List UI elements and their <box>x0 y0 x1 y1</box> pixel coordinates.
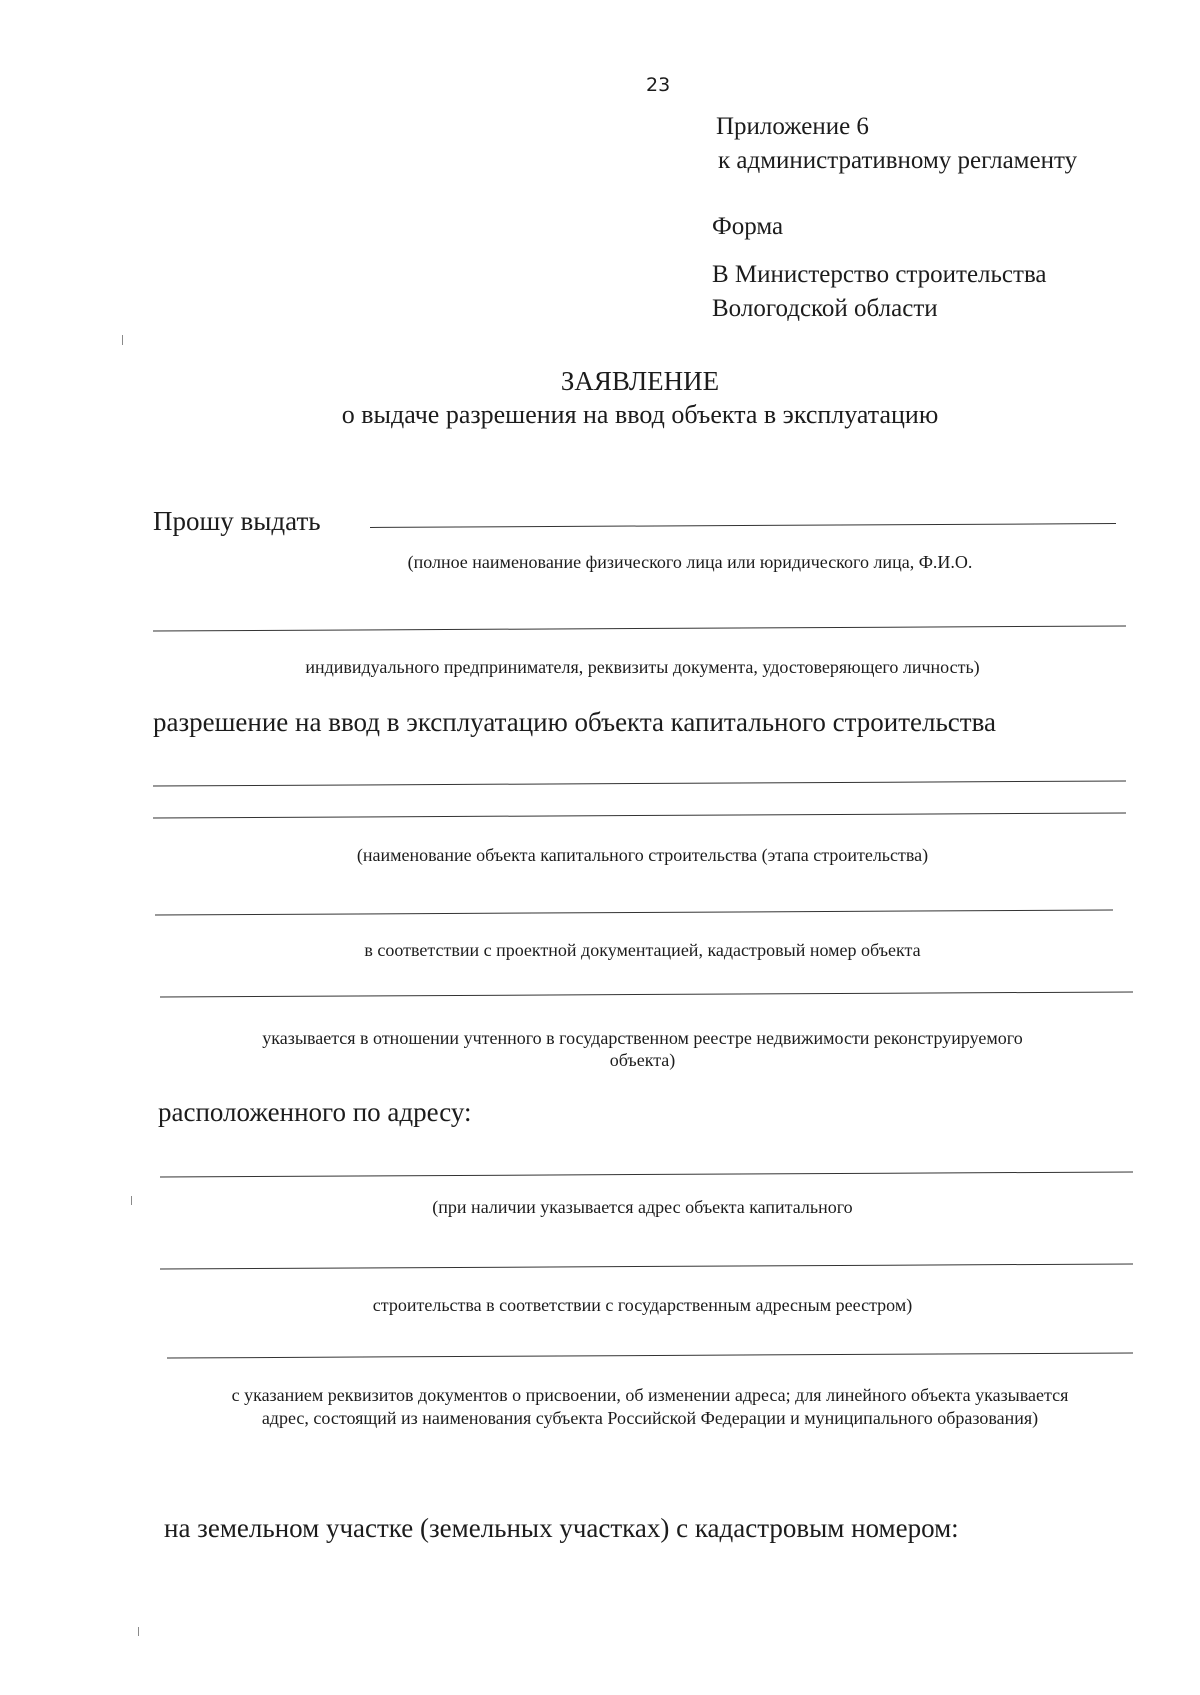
address-line-1[interactable] <box>160 1171 1133 1177</box>
address-caption-1: (при наличии указывается адрес объекта капитального <box>432 1197 853 1217</box>
cadastral-number-line[interactable] <box>160 991 1133 997</box>
project-caption: в соответствии с проектной документацией, кадастровый номер объекта <box>364 940 921 960</box>
document-subtitle: о выдаче разрешения на ввод объекта в эксплуатацию <box>341 400 939 429</box>
scan-mark <box>131 1196 132 1205</box>
address-line-3[interactable] <box>167 1352 1133 1358</box>
address-caption-4: адрес, состоящий из наименования субъекта Российской Федерации и муниципального образования) <box>261 1408 1039 1428</box>
addressee-line-1: В Министерство строительства <box>712 261 1047 288</box>
address-label: расположенного по адресу: <box>158 1097 472 1127</box>
project-doc-line[interactable] <box>155 909 1113 915</box>
address-line-2[interactable] <box>160 1263 1133 1269</box>
scan-mark <box>122 335 123 345</box>
registry-caption-1: указывается в отношении учтенного в государственном реестре недвижимости реконструируемого <box>262 1028 1023 1048</box>
applicant-name-line[interactable] <box>370 523 1116 528</box>
addressee-line-2: Вологодской области <box>712 295 938 322</box>
address-caption-3: с указанием реквизитов документов о присвоении, об изменении адреса; для линейного объекта указывается <box>231 1385 1069 1405</box>
applicant-details-line[interactable] <box>153 625 1126 631</box>
page-number: 23 <box>646 74 671 96</box>
object-name-line-1[interactable] <box>153 780 1126 786</box>
request-label: Прошу выдать <box>153 506 321 536</box>
registry-caption-2: объекта) <box>609 1050 676 1070</box>
appendix-line-1: Приложение 6 <box>716 113 869 140</box>
permit-text: разрешение на ввод в эксплуатацию объекта капитального строительства <box>153 707 996 737</box>
scan-mark <box>138 1627 139 1636</box>
object-caption: (наименование объекта капитального строительства (этапа строительства) <box>356 845 929 865</box>
applicant-caption-2: индивидуального предпринимателя, реквизиты документа, удостоверяющего личность) <box>305 657 980 677</box>
appendix-line-2: к административному регламенту <box>718 147 1078 174</box>
land-label: на земельном участке (земельных участках) с кадастровым номером: <box>164 1513 959 1543</box>
applicant-caption-1: (полное наименование физического лица или юридического лица, Ф.И.О. <box>407 552 973 572</box>
address-caption-2: строительства в соответствии с государственным адресным реестром) <box>372 1295 913 1315</box>
document-title: ЗАЯВЛЕНИЕ <box>560 366 720 396</box>
object-name-line-2[interactable] <box>153 812 1126 818</box>
form-label: Форма <box>712 213 784 240</box>
